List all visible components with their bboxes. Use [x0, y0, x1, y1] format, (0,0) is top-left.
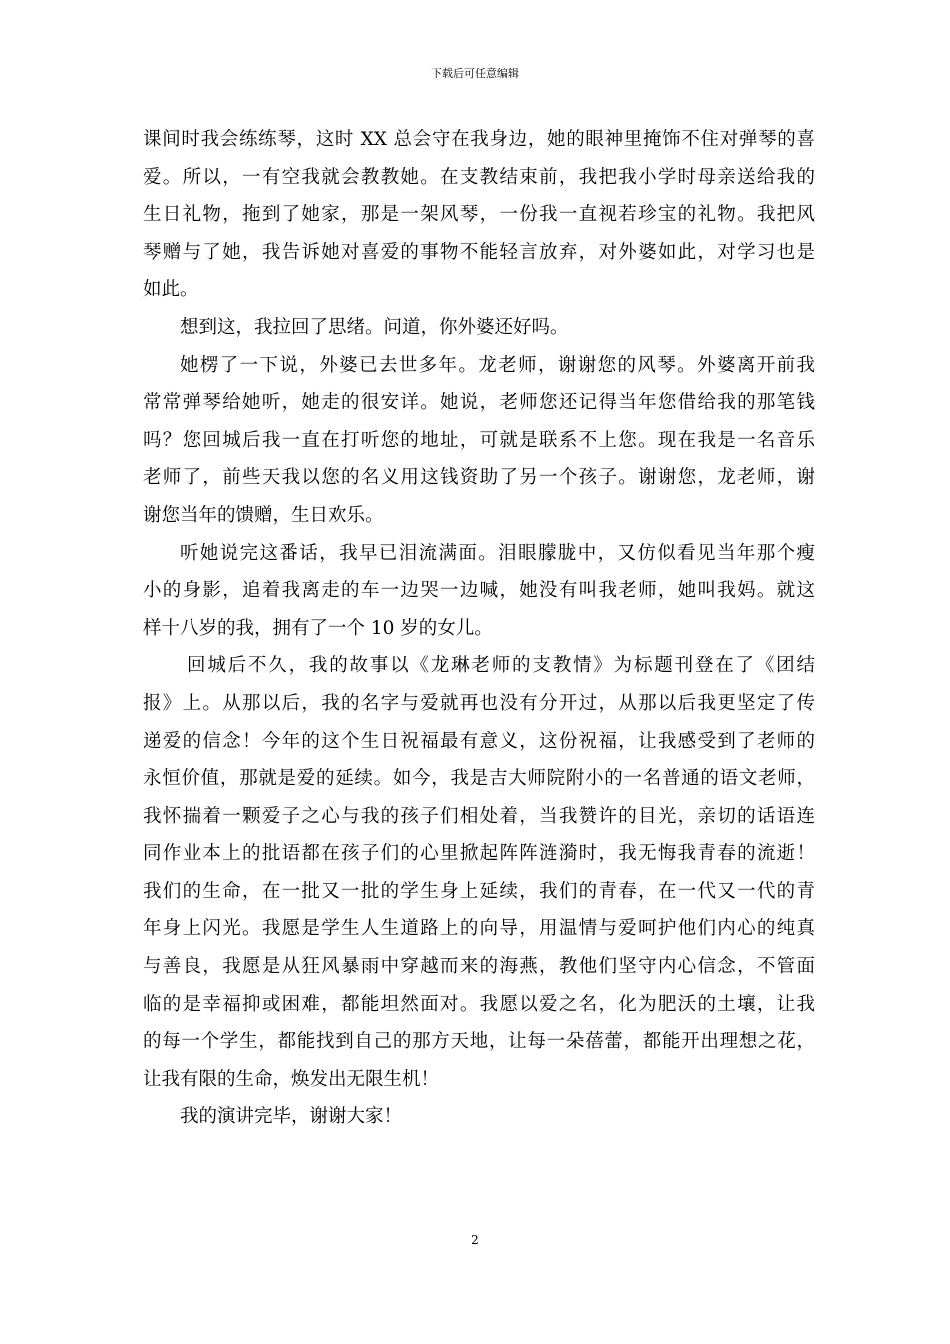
text-line: 想到这，我拉回了思绪。问道，你外婆还好吗。 [180, 316, 569, 338]
text-line: 琴赠与了她，我告诉她对喜爱的事物不能轻言放弃，对外婆如此，对学习也是 [143, 241, 815, 263]
text-line: 老师了，前些天我以您的名义用这钱资助了另一个孩子。谢谢您，龙老师，谢 [143, 467, 815, 489]
document-body [143, 121, 815, 1136]
page-header: 下载后可任意编辑 [431, 67, 519, 80]
text-line: 我的演讲完毕，谢谢大家！ [180, 1106, 403, 1128]
text-line: 年身上闪光。我愿是学生人生道路上的向导，用温情与爱呵护他们内心的纯真 [143, 918, 815, 940]
text-line: 与善良，我愿是从狂风暴雨中穿越而来的海燕，教他们坚守内心信念，不管面 [143, 956, 815, 978]
text-line: 吗？您回城后我一直在打听您的地址，可就是联系不上您。现在我是一名音乐 [143, 429, 815, 451]
text-line: 递爱的信念！今年的这个生日祝福最有意义，这份祝福，让我感受到了老师的 [143, 730, 815, 752]
text-line: 谢您当年的馈赠，生日欢乐。 [143, 504, 384, 526]
text-line: 样十八岁的我，拥有了一个 10 岁的女儿。 [143, 617, 493, 639]
text-line: 常常弹琴给她听，她走的很安详。她说，老师您还记得当年您借给我的那笔钱 [143, 392, 815, 414]
text-line: 让我有限的生命，焕发出无限生机！ [143, 1068, 440, 1090]
text-line: 小的身影，追着我离走的车一边哭一边喊，她没有叫我老师，她叫我妈。就这 [143, 580, 815, 602]
text-line: 同作业本上的批语都在孩子们的心里掀起阵阵涟漪时，我无悔我青春的流逝！ [143, 843, 815, 865]
text-line: 的每一个学生，都能找到自己的那方天地，让每一朵蓓蕾，都能开出理想之花， [143, 1031, 815, 1053]
text-line: 爱。所以，一有空我就会教教她。在支教结束前，我把我小学时母亲送给我的 [143, 166, 815, 188]
text-line: 回城后不久，我的故事以《龙琳老师的支教情》为标题刊登在了《团结 [187, 655, 815, 677]
text-line: 报》上。从那以后，我的名字与爱就再也没有分开过，从那以后我更坚定了传 [143, 692, 815, 714]
text-line: 听她说完这番话，我早已泪流满面。泪眼朦胧中，又仿似看见当年那个瘦 [180, 542, 815, 564]
text-line: 课间时我会练练琴，这时 XX 总会守在我身边，她的眼神里掩饰不住对弹琴的喜 [143, 129, 815, 150]
text-line: 永恒价值，那就是爱的延续。如今，我是吉大师院附小的一名普通的语文老师， [143, 768, 815, 790]
page-number: 2 [471, 1233, 479, 1247]
text-line: 如此。 [143, 279, 199, 301]
text-line: 她楞了一下说，外婆已去世多年。龙老师，谢谢您的风琴。外婆离开前我 [180, 354, 815, 376]
text-line: 生日礼物，拖到了她家，那是一架风琴，一份我一直视若珍宝的礼物。我把风 [143, 204, 815, 226]
text-line: 我们的生命，在一批又一批的学生身上延续，我们的青春，在一代又一代的青 [143, 880, 815, 902]
text-line: 我怀揣着一颗爱子之心与我的孩子们相处着，当我赞许的目光，亲切的话语连 [143, 805, 815, 827]
text-line: 临的是幸福抑或困难，都能坦然面对。我愿以爱之名，化为肥沃的土壤，让我 [143, 993, 815, 1015]
